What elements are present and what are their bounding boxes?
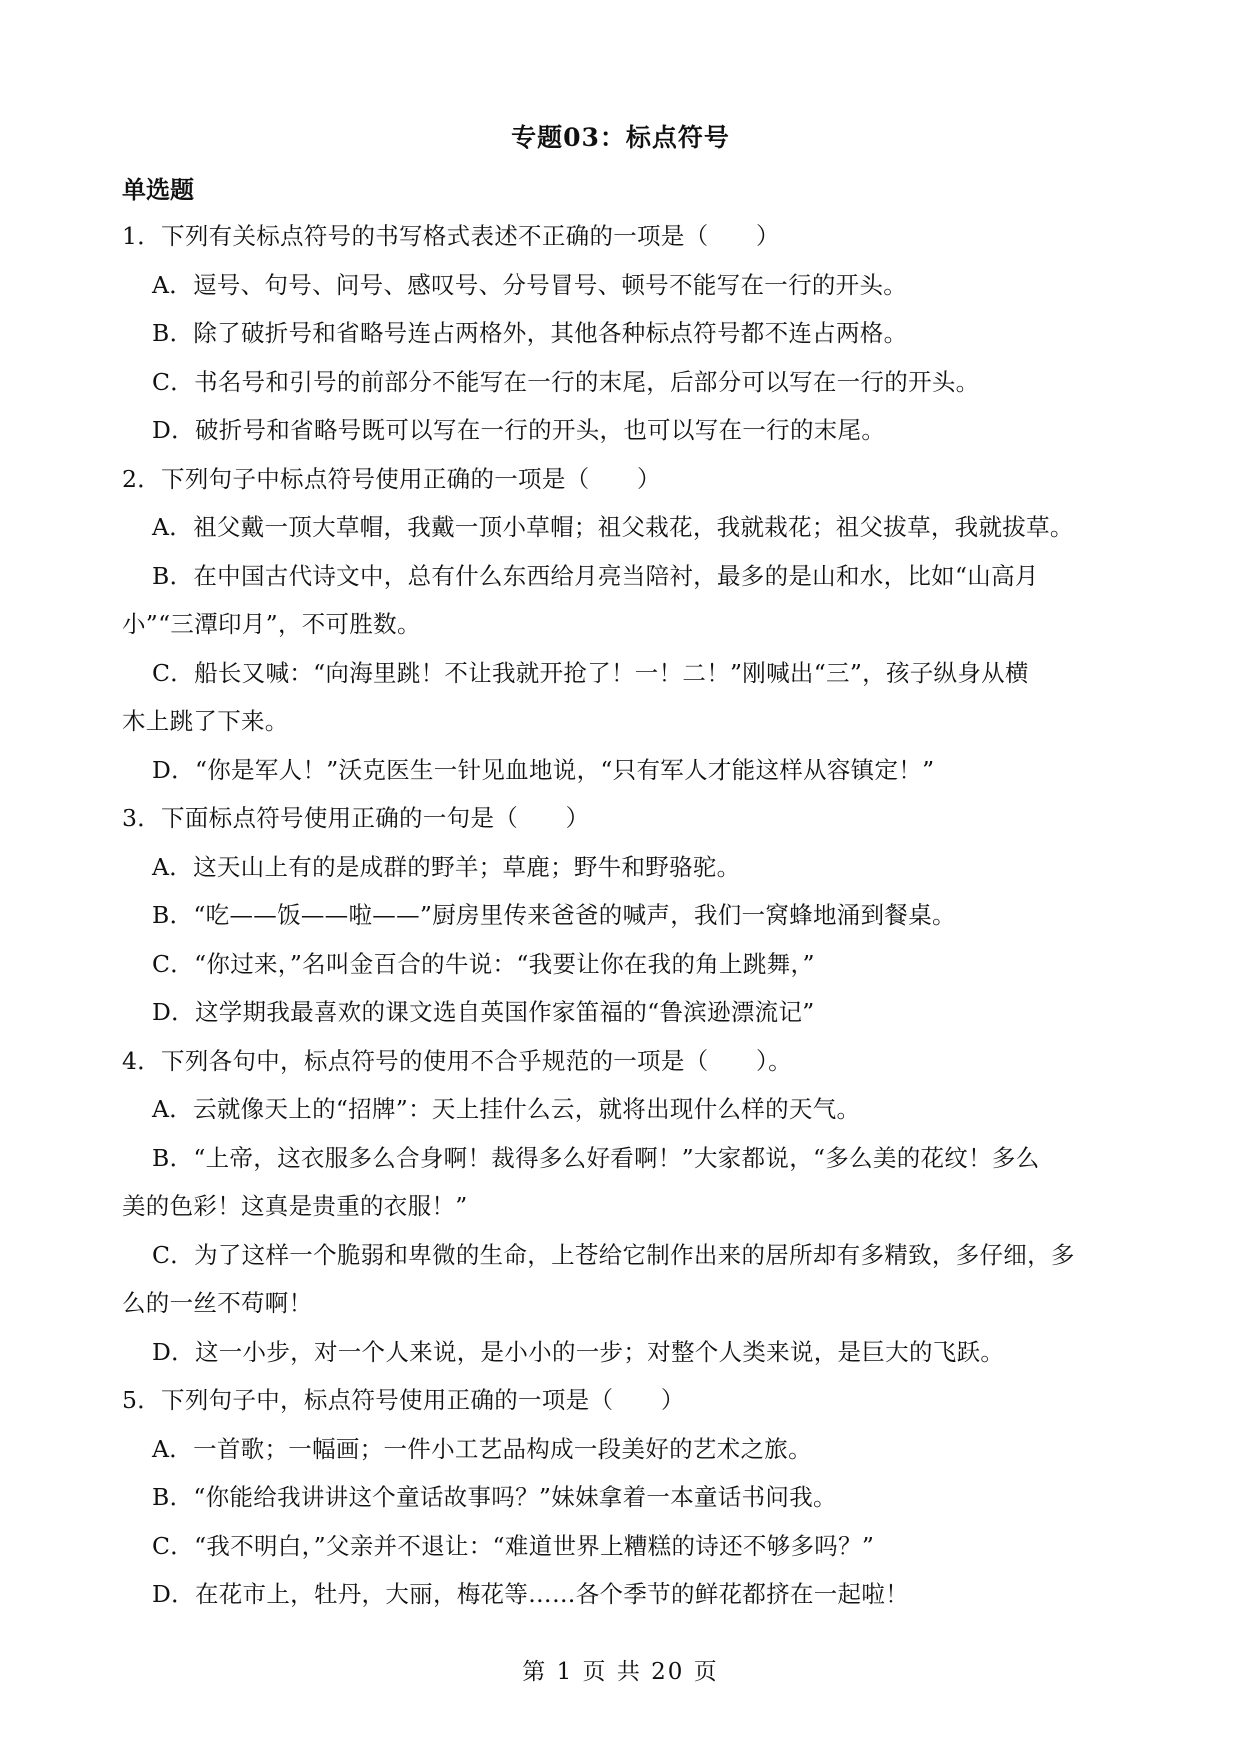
option-continuation: 小”“三潭印月”，不可胜数。 [122, 610, 421, 638]
option-continuation: 木上跳了下来。 [122, 707, 289, 735]
option-line: B．“你能给我讲讲这个童话故事吗？”妹妹拿着一本童话书问我。 [152, 1483, 837, 1511]
page-title: 专题03：标点符号 [511, 123, 730, 152]
option-line: B．在中国古代诗文中，总有什么东西给月亮当陪衬，最多的是山和水，比如“山高月 [152, 561, 1039, 590]
question-stem: 4．下列各句中，标点符号的使用不合乎规范的一项是（ ）。 [122, 1046, 792, 1075]
option-line: B．“上帝，这衣服多么合身啊！裁得多么好看啊！”大家都说，“多么美的花纹！多么 [152, 1143, 1040, 1172]
option-line: A．逗号、句号、问号、感叹号、分号冒号、顿号不能写在一行的开头。 [152, 270, 908, 299]
option-continuation: 美的色彩！这真是贵重的衣服！” [122, 1192, 468, 1220]
option-line: A．一首歌；一幅画；一件小工艺品构成一段美好的艺术之旅。 [152, 1434, 812, 1463]
option-line: A．祖父戴一顶大草帽，我戴一顶小草帽；祖父栽花，我就栽花；祖父拔草，我就拔草。 [152, 513, 1074, 541]
question-stem: 1．下列有关标点符号的书写格式表述不正确的一项是（ ） [122, 222, 780, 250]
option-line: B．“吃——饭——啦——”厨房里传来爸爸的喊声，我们一窝蜂地涌到餐桌。 [152, 901, 956, 929]
option-line: B．除了破折号和省略号连占两格外，其他各种标点符号都不连占两格。 [152, 319, 908, 347]
option-line: D．在花市上，牡丹，大丽，梅花等……各个季节的鲜花都挤在一起啦！ [152, 1580, 909, 1608]
page-footer: 第 1 页 共 20 页 [522, 1659, 719, 1685]
question-stem: 3．下面标点符号使用正确的一句是（ ） [122, 804, 590, 832]
option-line: D．破折号和省略号既可以写在一行的开头，也可以写在一行的末尾。 [152, 416, 886, 444]
question-stem: 5．下列句子中，标点符号使用正确的一项是（ ） [122, 1386, 685, 1414]
option-line: D．“你是军人！”沃克医生一针见血地说，“只有军人才能这样从容镇定！” [152, 755, 935, 784]
option-line: C．船长又喊：“向海里跳！不让我就开抢了！一！二！”刚喊出“三”，孩子纵身从横 [152, 658, 1029, 687]
option-line: C．为了这样一个脆弱和卑微的生命，上苍给它制作出来的居所却有多精致，多仔细，多 [152, 1240, 1075, 1269]
option-line: C．“我不明白，”父亲并不退让：“难道世界上糟糕的诗还不够多吗？” [152, 1531, 875, 1560]
option-line: A．云就像天上的“招牌”：天上挂什么云，就将出现什么样的天气。 [152, 1095, 861, 1123]
option-line: C．“你过来，”名叫金百合的牛说：“我要让你在我的角上跳舞，” [152, 949, 815, 978]
section-heading: 单选题 [122, 175, 194, 204]
question-stem: 2．下列句子中标点符号使用正确的一项是（ ） [122, 464, 661, 493]
option-line: D．这学期我最喜欢的课文选自英国作家笛福的“鲁滨逊漂流记” [152, 998, 815, 1026]
option-line: D．这一小步，对一个人来说，是小小的一步；对整个人类来说，是巨大的飞跃。 [152, 1337, 1005, 1366]
question-list [122, 212, 1122, 1619]
option-line: A．这天山上有的是成群的野羊；草鹿；野牛和野骆驼。 [152, 852, 741, 881]
option-line: C．书名号和引号的前部分不能写在一行的末尾，后部分可以写在一行的开头。 [152, 367, 980, 396]
option-continuation: 么的一丝不苟啊！ [122, 1289, 313, 1317]
